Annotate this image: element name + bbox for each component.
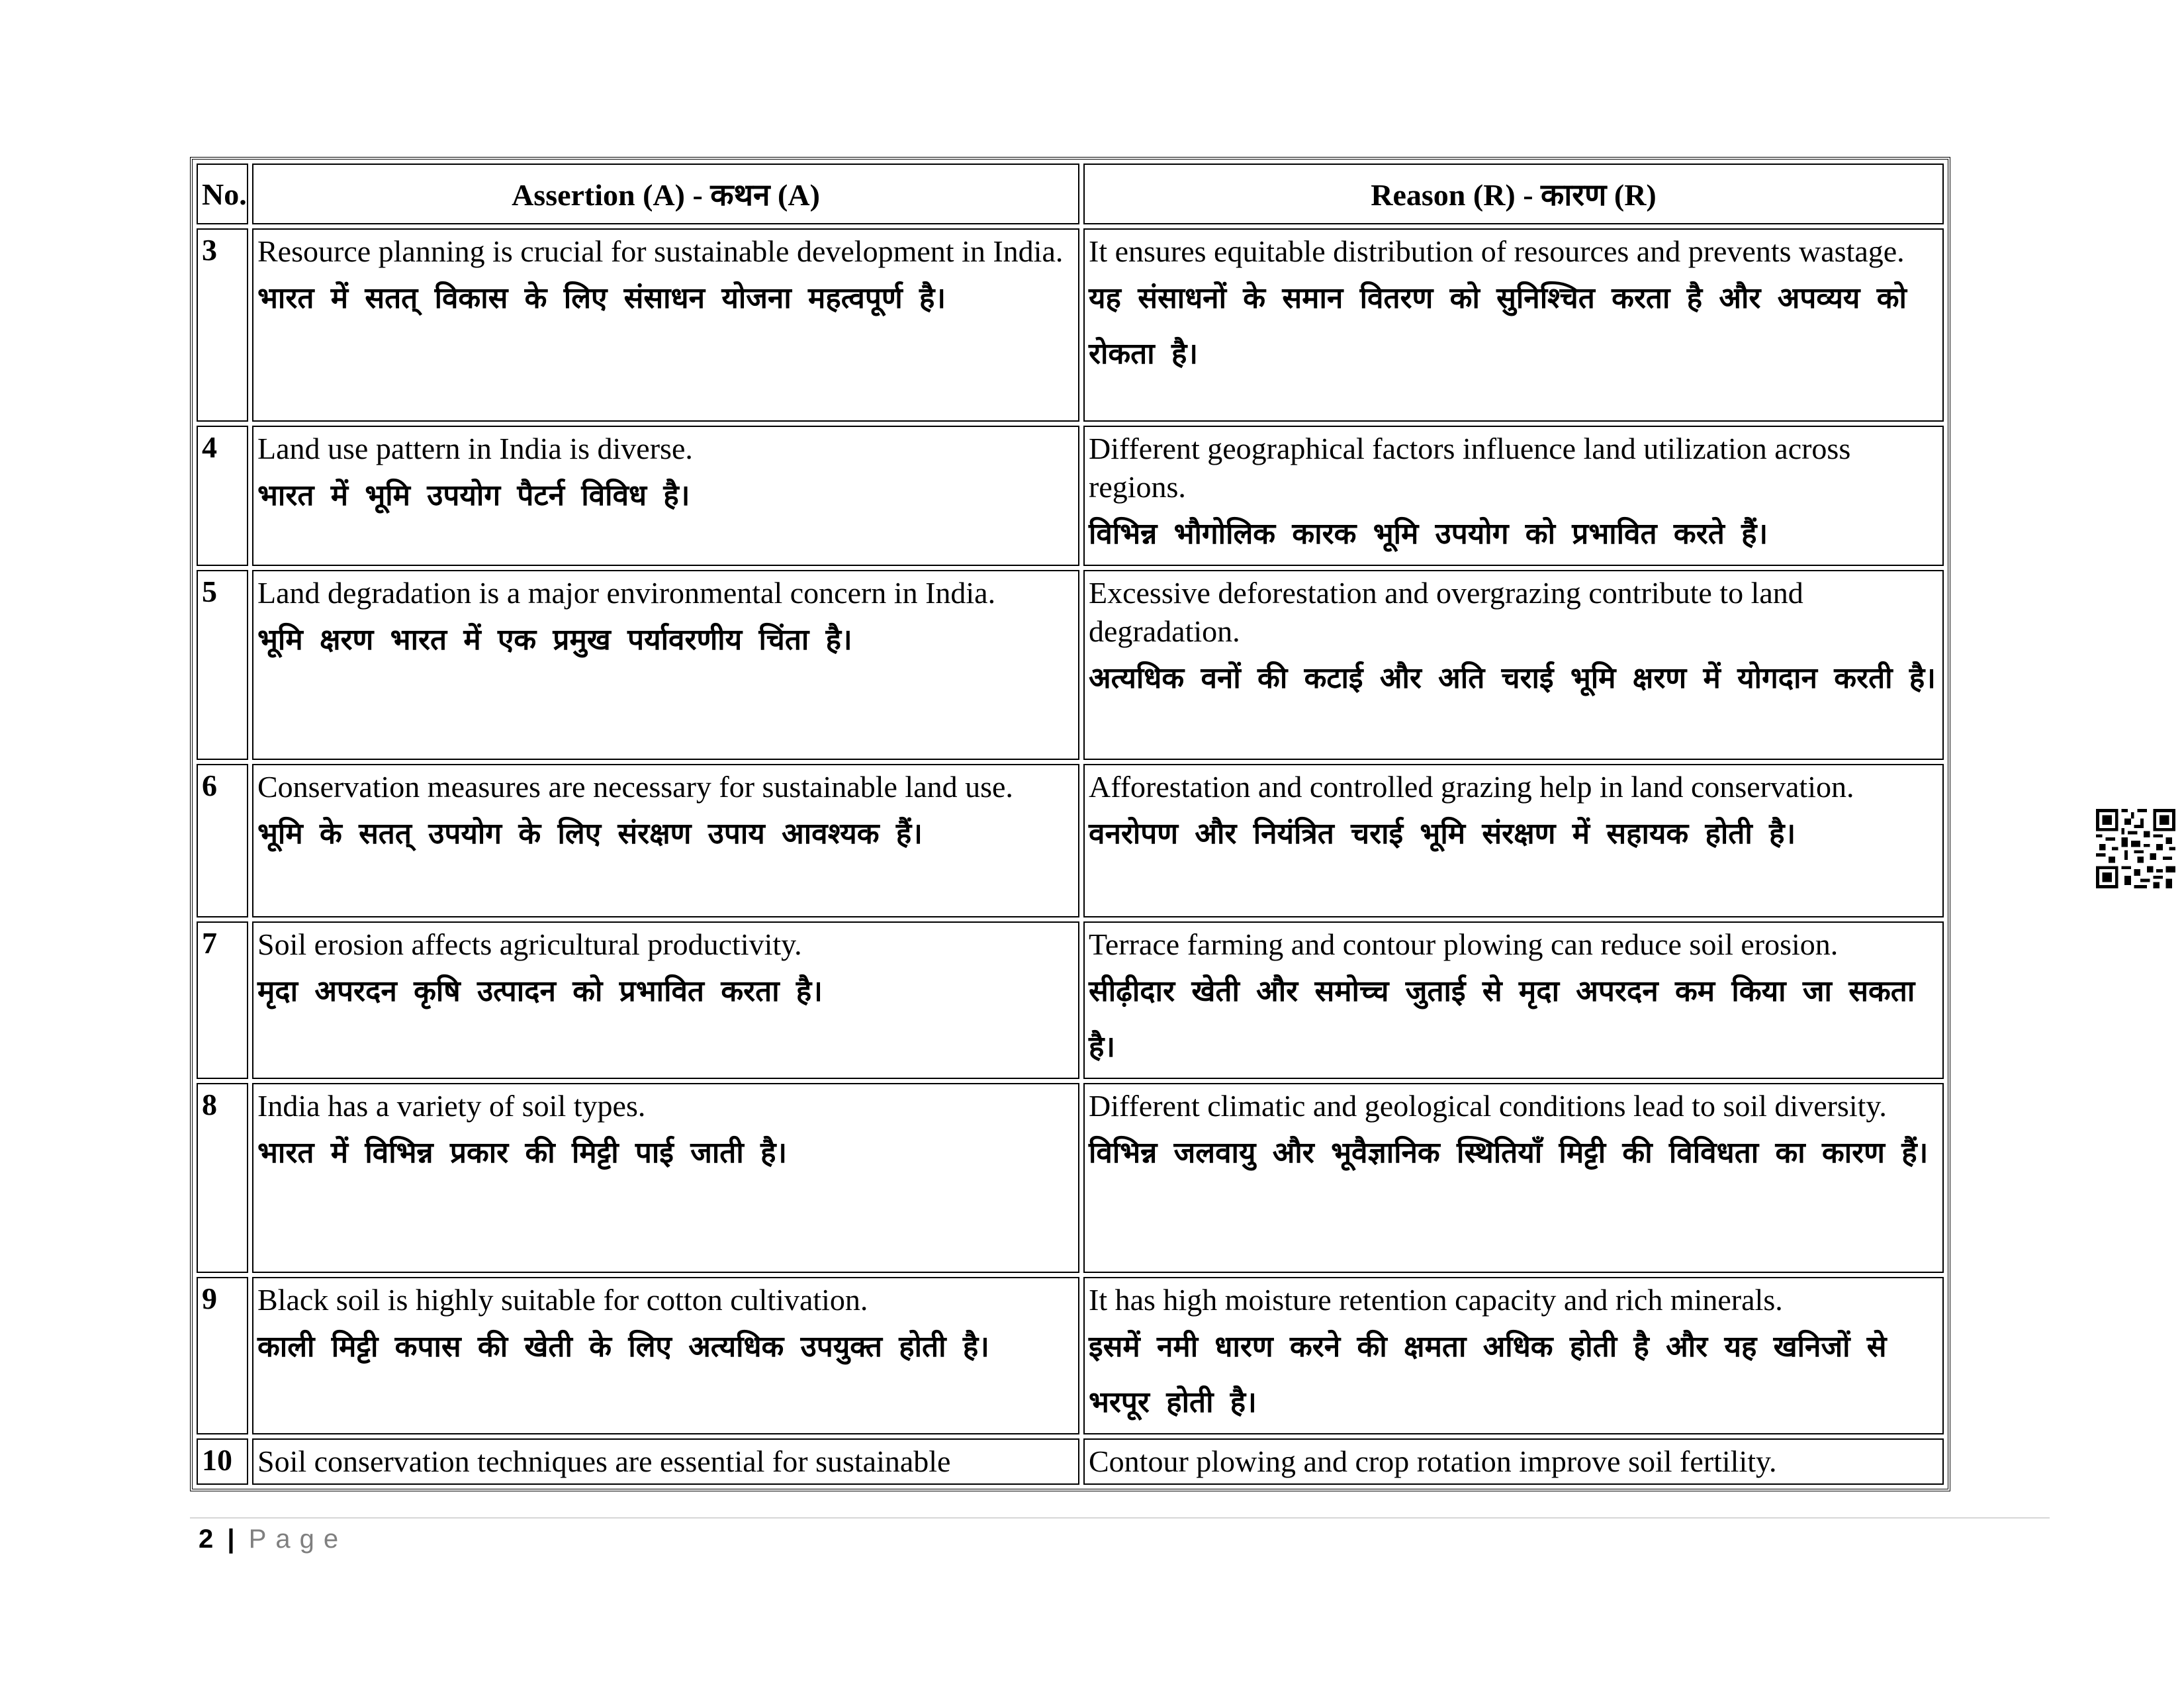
reason-english: It ensures equitable distribution of resources and prevents wastage. — [1089, 234, 1905, 268]
header-reason: Reason (R) - कारण (R) — [1083, 164, 1944, 224]
row-number: 8 — [197, 1083, 248, 1273]
table-row — [197, 228, 1944, 422]
reason-cell — [1083, 228, 1944, 422]
row-number: 10 — [197, 1438, 248, 1485]
assertion-english: Conservation measures are necessary for sustainable land use. — [257, 770, 1013, 804]
assertion-hindi: भारत में सतत् विकास के लिए संसाधन योजना महत्वपूर्ण है। — [257, 281, 946, 315]
assertion-cell — [252, 1083, 1079, 1273]
assertion-hindi: काली मिट्टी कपास की खेती के लिए अत्यधिक उपयुक्त होती है। — [257, 1330, 989, 1364]
assertion-english: India has a variety of soil types. — [257, 1089, 646, 1123]
assertion-english: Soil conservation techniques are essential for sustainable — [257, 1444, 951, 1478]
header-no: No. — [197, 164, 248, 224]
table-row — [197, 764, 1944, 917]
table-row — [197, 1277, 1944, 1434]
assertion-english: Black soil is highly suitable for cotton cultivation. — [257, 1283, 868, 1317]
assertion-reason-table — [190, 157, 1950, 1491]
assertion-cell — [252, 426, 1079, 566]
assertion-cell — [252, 764, 1079, 917]
reason-english: Contour plowing and crop rotation improve soil fertility. — [1089, 1444, 1777, 1478]
assertion-cell — [252, 1277, 1079, 1434]
assertion-english: Soil erosion affects agricultural productivity. — [257, 927, 802, 961]
reason-hindi: सीढ़ीदार खेती और समोच्च जुताई से मृदा अपरदन कम किया जा सकता है। — [1089, 974, 1915, 1064]
table-row — [197, 426, 1944, 566]
assertion-hindi: भारत में भूमि उपयोग पैटर्न विविध है। — [257, 479, 690, 512]
assertion-english: Land degradation is a major environmental concern in India. — [257, 576, 996, 610]
page-number: 2 — [199, 1524, 214, 1554]
assertion-english: Land use pattern in India is diverse. — [257, 432, 693, 465]
table-row — [197, 570, 1944, 760]
reason-english: Terrace farming and contour plowing can reduce soil erosion. — [1089, 927, 1839, 961]
row-number: 9 — [197, 1277, 248, 1434]
reason-cell — [1083, 1083, 1944, 1273]
qr-code-icon — [2096, 809, 2175, 888]
reason-cell — [1083, 570, 1944, 760]
table-row — [197, 921, 1944, 1079]
reason-hindi: इसमें नमी धारण करने की क्षमता अधिक होती है और यह खनिजों से भरपूर होती है। — [1089, 1330, 1887, 1419]
assertion-hindi: भूमि क्षरण भारत में एक प्रमुख पर्यावरणीय चिंता है। — [257, 623, 852, 657]
reason-english: Different climatic and geological conditions lead to soil diversity. — [1089, 1089, 1887, 1123]
table-row — [197, 1083, 1944, 1273]
assertion-hindi: मृदा अपरदन कृषि उत्पादन को प्रभावित करता है। — [257, 974, 823, 1008]
table-header-row — [197, 164, 1944, 224]
assertion-cell — [252, 570, 1079, 760]
reason-hindi: अत्यधिक वनों की कटाई और अति चराई भूमि क्षरण में योगदान करती है। — [1089, 661, 1936, 695]
assertion-cell — [252, 1438, 1079, 1485]
row-number: 7 — [197, 921, 248, 1079]
reason-cell — [1083, 1277, 1944, 1434]
page-footer — [199, 1524, 347, 1554]
reason-english: Excessive deforestation and overgrazing contribute to land degradation. — [1089, 576, 1803, 648]
reason-hindi: विभिन्न जलवायु और भूवैज्ञानिक स्थितियाँ मिट्टी की विविधता का कारण हैं। — [1089, 1136, 1929, 1170]
reason-cell — [1083, 764, 1944, 917]
reason-cell — [1083, 426, 1944, 566]
reason-cell — [1083, 1438, 1944, 1485]
reason-cell — [1083, 921, 1944, 1079]
footer-divider — [190, 1517, 2050, 1519]
reason-english: Different geographical factors influence land utilization across regions. — [1089, 432, 1851, 504]
reason-hindi: वनरोपण और नियंत्रित चराई भूमि संरक्षण में सहायक होती है। — [1089, 817, 1796, 851]
footer-separator: | — [227, 1524, 235, 1554]
row-number: 3 — [197, 228, 248, 422]
row-number: 6 — [197, 764, 248, 917]
reason-english: It has high moisture retention capacity and rich minerals. — [1089, 1283, 1783, 1317]
reason-hindi: विभिन्न भौगोलिक कारक भूमि उपयोग को प्रभावित करते हैं। — [1089, 517, 1768, 551]
assertion-cell — [252, 228, 1079, 422]
reason-hindi: यह संसाधनों के समान वितरण को सुनिश्चित करता है और अपव्यय को रोकता है। — [1089, 281, 1907, 371]
assertion-english: Resource planning is crucial for sustainable development in India. — [257, 234, 1064, 268]
assertion-hindi: भारत में विभिन्न प्रकार की मिट्टी पाई जाती है। — [257, 1136, 788, 1170]
reason-english: Afforestation and controlled grazing help in land conservation. — [1089, 770, 1854, 804]
row-number: 4 — [197, 426, 248, 566]
table-row — [197, 1438, 1944, 1485]
assertion-hindi: भूमि के सतत् उपयोग के लिए संरक्षण उपाय आवश्यक हैं। — [257, 817, 923, 851]
page-label: Page — [248, 1524, 348, 1554]
qr-code — [2096, 809, 2175, 888]
header-assertion: Assertion (A) - कथन (A) — [252, 164, 1079, 224]
assertion-cell — [252, 921, 1079, 1079]
row-number: 5 — [197, 570, 248, 760]
